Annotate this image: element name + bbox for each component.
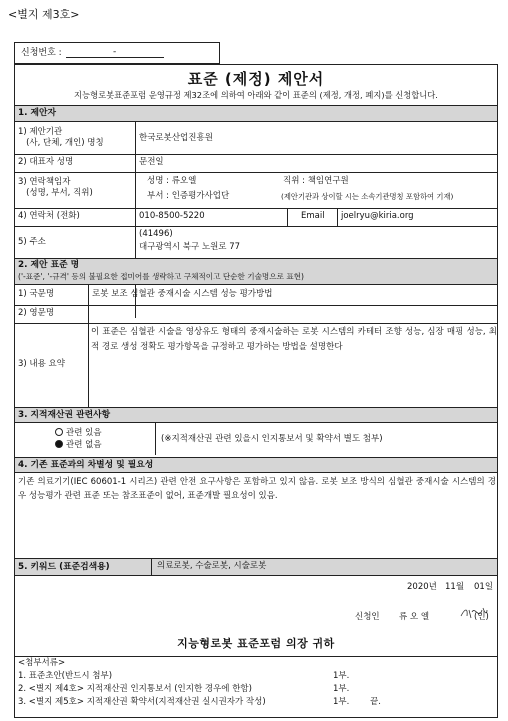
ip-option-yes-label: 관련 있음	[66, 428, 102, 438]
ip-option-no-label: 관련 없음	[66, 440, 102, 450]
divider	[15, 656, 497, 657]
org-label: 1) 제안기관 (사, 단체, 개인) 명칭	[18, 127, 104, 149]
ip-option-no[interactable]	[55, 440, 102, 451]
divider	[15, 172, 497, 173]
korean-name-label: 1) 국문명	[18, 289, 55, 299]
attachment-count-1: 1부.	[333, 671, 350, 681]
attachment-title: <별지 제3호>	[8, 8, 80, 21]
divider	[15, 226, 497, 227]
rep-value: 문전일	[139, 157, 164, 167]
proposal-form	[14, 64, 498, 718]
divider	[155, 423, 156, 455]
section2-heading-box	[15, 258, 497, 285]
attachments-heading: <첨부서류>	[18, 658, 66, 668]
applicant-name: 류 오 엘	[399, 612, 430, 622]
phone-value: 010-8500-5220	[139, 211, 205, 221]
ip-note: (※지적재산권 관련 있을시 인지통보서 및 확약서 별도 첨부)	[161, 434, 383, 444]
attachment-end: 끝.	[370, 697, 381, 707]
date-month: 11월	[445, 582, 465, 592]
applicant-label: 신청인	[355, 612, 380, 622]
divider	[15, 208, 497, 209]
contact-position: 직위 : 책임연구원	[283, 176, 349, 186]
date-day: 01일	[474, 582, 494, 592]
korean-name-value: 로봇 보조 심혈관 중재시술 시스템 성능 평가방법	[92, 289, 273, 299]
rep-label: 2) 대표자 성명	[18, 157, 74, 167]
attachment-count-2: 1부.	[333, 684, 350, 694]
divider	[15, 154, 497, 155]
divider	[15, 323, 497, 324]
radio-filled-icon	[55, 440, 63, 448]
application-number-field[interactable]: -	[66, 48, 164, 58]
seal-mark: (인)	[474, 612, 489, 622]
address-zip: (41496)	[139, 229, 173, 239]
address-value: 대구광역시 북구 노원로 77	[139, 242, 241, 252]
contact-note: (제안기관과 상이할 시는 소속기관명칭 포함하여 기재)	[281, 192, 454, 201]
divider	[287, 208, 288, 226]
keywords-value: 의료로봇, 수술로봇, 시술로봇	[157, 561, 267, 571]
attachment-item-2: 2. <별지 제4호> 지적재산권 인지통보서 (인지한 경우에 한함)	[18, 684, 252, 694]
section3-heading: 3. 지적재산권 관련사항	[15, 407, 497, 423]
phone-label: 4) 연락처 (전화)	[18, 211, 80, 221]
english-name-label: 2) 영문명	[18, 308, 55, 318]
attachment-count-3: 1부.	[333, 697, 350, 707]
divider	[337, 208, 338, 226]
attachment-item-1: 1. 표준초안(반드시 첨부)	[18, 671, 113, 681]
section4-heading: 4. 기존 표준과의 차별성 및 필요성	[15, 457, 497, 473]
section2-heading: 2. 제안 표준 명	[18, 260, 80, 270]
summary-value: 이 표준은 심혈관 시술을 영상유도 형태의 중재시술하는 로봇 시스템의 카테터 조향 성능, 심장 매핑 성능, 최적 경로 생성 정확도 평가항목을 규정하고 평가하는 방법을 설명한다	[91, 327, 497, 352]
address-label: 5) 주소	[18, 237, 46, 247]
form-subtitle: 지능형로봇표준포럼 운영규정 제32조에 의하여 아래와 같이 표준의 (제정, 개정, 폐지)를 신청합니다.	[74, 90, 438, 100]
divider	[88, 285, 89, 407]
summary-label: 3) 내용 요약	[18, 359, 65, 369]
section2-note: ('-표준', '-규격' 등의 불필요한 접미어를 생략하고 구체적이고 단순한 기술명으로 표현)	[18, 271, 304, 281]
addressee: 지능형로봇 표준포럼 의장 귀하	[177, 637, 335, 650]
divider	[151, 558, 152, 576]
org-value: 한국로봇산업진흥원	[139, 133, 213, 143]
application-number-label: 신청번호 :	[21, 47, 62, 58]
application-number-box	[14, 42, 220, 64]
radio-empty-icon	[55, 428, 63, 436]
form-title: 표준 (제정) 제안서	[187, 70, 325, 88]
ip-option-yes[interactable]	[55, 428, 102, 439]
divider	[15, 305, 497, 306]
attachment-item-3: 3. <별지 제5호> 지적재산권 확약서(지적재산권 실시권자가 작성)	[18, 697, 266, 707]
section4-body: 기존 의료기기(IEC 60601-1 시리즈) 관련 안전 요구사항은 포함하고 있지 않음. 로봇 보조 방식의 심혈관 중재시술 시스템의 경우 성능평가 관련 표준 또는 참조표준이 없어, 표준개발 필요성이 있음.	[18, 477, 496, 502]
section1-heading: 1. 제안자	[15, 105, 497, 122]
section5-heading: 5. 키워드 (표준검색용)	[15, 558, 497, 576]
date-year: 2020년	[407, 582, 437, 592]
contact-name: 성명 : 류오엘	[147, 176, 197, 186]
email-value: joelryu@kiria.org	[341, 211, 414, 221]
contact-label: 3) 연락책임자 (성명, 부서, 직위)	[18, 177, 93, 199]
contact-dept: 부서 : 인증평가사업단	[147, 191, 230, 201]
email-label: Email	[301, 211, 325, 221]
